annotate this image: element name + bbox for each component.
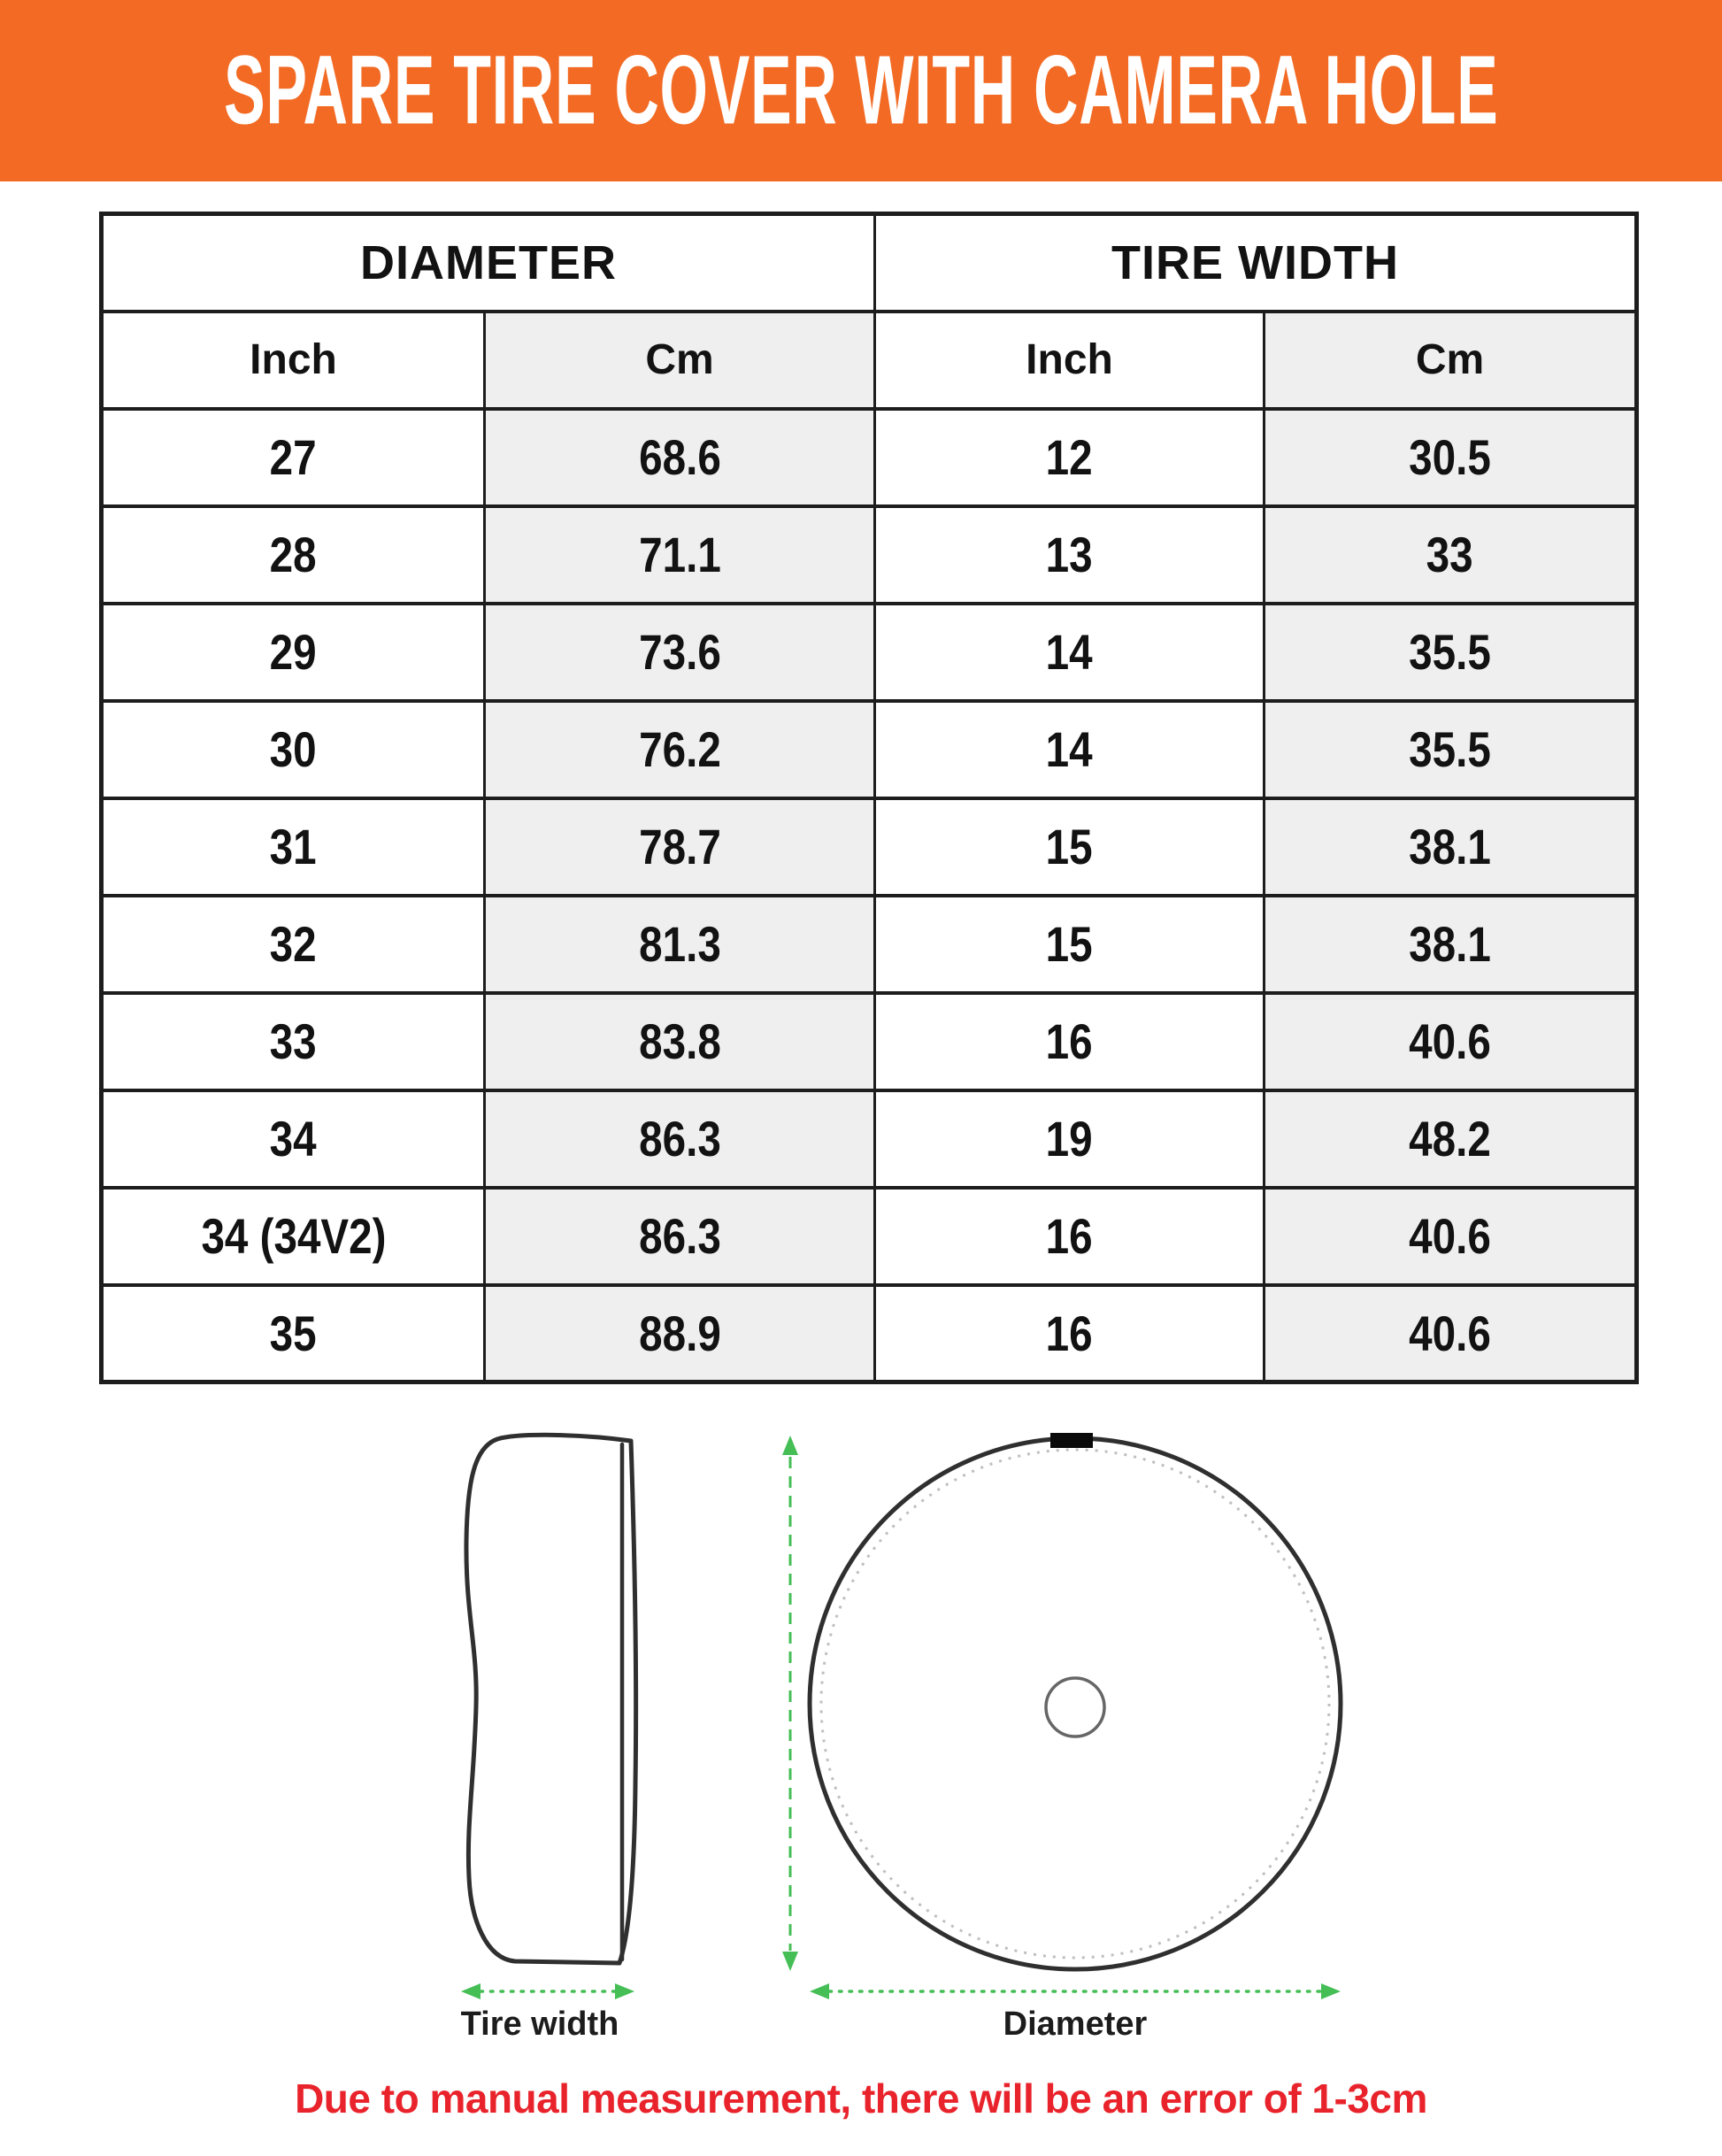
diameter-group-header: DIAMETER: [102, 214, 875, 312]
cell-value: 19: [1046, 1111, 1093, 1167]
cell-value: 30: [270, 721, 317, 777]
cell-value: 35.5: [1409, 624, 1491, 680]
unit-header-diameter-inch: Inch: [102, 312, 485, 409]
cell-value: 32: [270, 916, 317, 972]
cell-width-inch: [875, 1090, 1265, 1188]
cell-diameter-cm: [485, 409, 875, 506]
cell-width-cm: [1265, 1188, 1637, 1285]
table-row: [102, 604, 1637, 701]
cell-diameter-cm: [485, 1188, 875, 1285]
camera-hole-mark: [1050, 1433, 1093, 1448]
cell-value: 34 (34V2): [200, 1208, 387, 1264]
cell-width-cm: [1265, 993, 1637, 1090]
cell-diameter-inch: [102, 604, 485, 701]
cell-value: 78.7: [638, 819, 721, 874]
cell-width-cm: [1265, 798, 1637, 896]
cell-diameter-cm: [485, 993, 875, 1090]
tire-side-view: [466, 1435, 636, 1963]
cell-diameter-inch: [102, 506, 485, 604]
cell-value: 86.3: [638, 1208, 721, 1264]
cell-value: 30.5: [1409, 429, 1491, 485]
cell-value: 14: [1046, 721, 1093, 777]
cell-width-inch: [875, 701, 1265, 798]
cell-value: 16: [1046, 1305, 1093, 1361]
cell-value: 28: [270, 527, 317, 582]
cell-width-inch: [875, 506, 1265, 604]
unit-header-width-inch: Inch: [875, 312, 1265, 409]
height-arrow-head-bottom: [782, 1952, 798, 1971]
height-arrow: [782, 1436, 798, 1971]
cell-diameter-inch: [102, 701, 485, 798]
cell-width-inch: [875, 1285, 1265, 1382]
cell-value: 68.6: [638, 429, 721, 485]
diameter-arrow-head-left: [810, 1983, 829, 1999]
cell-width-inch: [875, 993, 1265, 1090]
cell-value: 16: [1046, 1013, 1093, 1069]
cell-value: 71.1: [638, 527, 721, 582]
cell-value: 86.3: [638, 1111, 721, 1167]
width-arrow-head-left: [461, 1983, 480, 1999]
tire-side-outline: [466, 1435, 636, 1963]
cell-width-inch: [875, 409, 1265, 506]
cell-width-cm: [1265, 701, 1637, 798]
table-row: [102, 1285, 1637, 1382]
cell-diameter-cm: [485, 896, 875, 993]
diameter-label: Diameter: [1003, 2006, 1148, 2043]
cell-value: 73.6: [638, 624, 721, 680]
cell-width-inch: [875, 604, 1265, 701]
cell-width-cm: [1265, 896, 1637, 993]
cell-value: 35.5: [1409, 721, 1491, 777]
diameter-arrow: [810, 1983, 1341, 1999]
cell-diameter-cm: [485, 1285, 875, 1382]
cell-diameter-inch: [102, 1090, 485, 1188]
center-hole: [1046, 1678, 1104, 1736]
cell-value: 12: [1046, 429, 1093, 485]
cell-value: 14: [1046, 624, 1093, 680]
tire-width-label: Tire width: [460, 2006, 619, 2043]
cell-value: 40.6: [1409, 1305, 1491, 1361]
cell-value: 81.3: [638, 916, 721, 972]
table-row: [102, 798, 1637, 896]
header-banner: [0, 0, 1722, 181]
tire-width-group-header: TIRE WIDTH: [875, 214, 1637, 312]
tire-front-view: [810, 1433, 1341, 1969]
cell-width-inch: [875, 896, 1265, 993]
size-table: [99, 212, 1639, 1384]
cell-value: 15: [1046, 916, 1093, 972]
cell-width-inch: [875, 798, 1265, 896]
cell-width-cm: [1265, 409, 1637, 506]
cell-value: 33: [270, 1013, 317, 1069]
table-row: [102, 701, 1637, 798]
diameter-arrow-head-right: [1321, 1983, 1341, 1999]
height-arrow-head-top: [782, 1436, 798, 1455]
page-title: SPARE TIRE COVER WITH CAMERA HOLE: [223, 35, 1499, 145]
group-header-row: [102, 214, 1637, 312]
cell-value: 15: [1046, 819, 1093, 874]
unit-header-row: [102, 312, 1637, 409]
cell-value: 40.6: [1409, 1208, 1491, 1264]
measurement-note: Due to manual measurement, there will be an error of 1-3cm: [295, 2075, 1427, 2121]
cell-diameter-inch: [102, 896, 485, 993]
cell-value: 76.2: [638, 721, 721, 777]
table-row: [102, 1090, 1637, 1188]
table-row: [102, 1188, 1637, 1285]
cell-diameter-cm: [485, 506, 875, 604]
cell-value: 13: [1046, 527, 1093, 582]
unit-header-diameter-cm: Cm: [485, 312, 875, 409]
cell-diameter-inch: [102, 1188, 485, 1285]
width-arrow-head-right: [615, 1983, 634, 1999]
cell-value: 35: [270, 1305, 317, 1361]
cell-value: 88.9: [638, 1305, 721, 1361]
cell-diameter-cm: [485, 1090, 875, 1188]
cell-value: 38.1: [1409, 916, 1491, 972]
cell-width-cm: [1265, 1090, 1637, 1188]
tire-diagram: [0, 1377, 1722, 2156]
cell-value: 40.6: [1409, 1013, 1491, 1069]
table-row: [102, 993, 1637, 1090]
cell-diameter-inch: [102, 993, 485, 1090]
cell-width-inch: [875, 1188, 1265, 1285]
cell-value: 48.2: [1409, 1111, 1491, 1167]
cell-value: 38.1: [1409, 819, 1491, 874]
cell-width-cm: [1265, 604, 1637, 701]
cell-value: 29: [270, 624, 317, 680]
cell-value: 83.8: [638, 1013, 721, 1069]
cell-value: 16: [1046, 1208, 1093, 1264]
cell-diameter-inch: [102, 409, 485, 506]
unit-header-width-cm: Cm: [1265, 312, 1637, 409]
cell-diameter-cm: [485, 798, 875, 896]
cell-value: 34: [270, 1111, 317, 1167]
cell-diameter-cm: [485, 604, 875, 701]
width-arrow: [461, 1983, 634, 1999]
cell-diameter-inch: [102, 798, 485, 896]
cell-value: 27: [270, 429, 317, 485]
table-row: [102, 896, 1637, 993]
cell-diameter-cm: [485, 701, 875, 798]
cell-width-cm: [1265, 1285, 1637, 1382]
cell-value: 33: [1426, 527, 1473, 582]
table-row: [102, 409, 1637, 506]
cell-width-cm: [1265, 506, 1637, 604]
cell-value: 31: [270, 819, 317, 874]
cell-diameter-inch: [102, 1285, 485, 1382]
table-row: [102, 506, 1637, 604]
